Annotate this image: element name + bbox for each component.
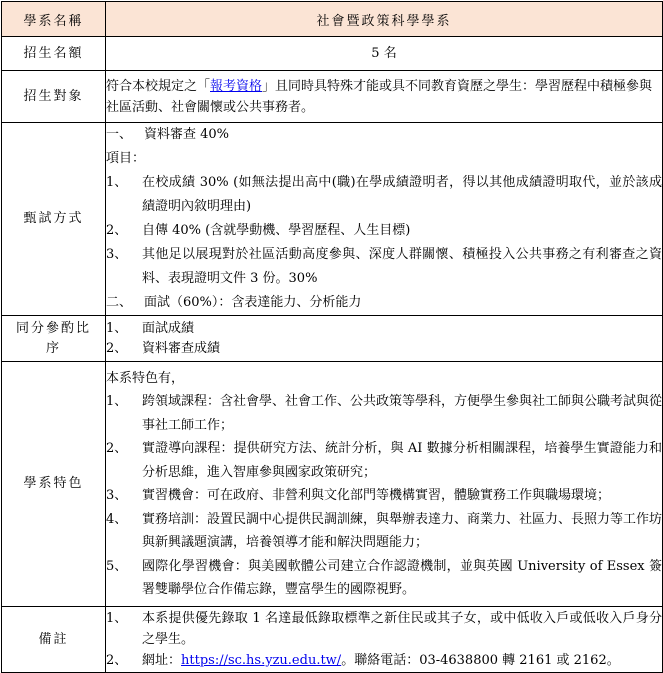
item-number: 3、	[106, 247, 128, 262]
item-number: 2、	[106, 223, 128, 238]
website-prefix: 網址：	[142, 653, 182, 668]
section-text: 面試（60%）：含表達能力、分析能力	[144, 295, 362, 310]
features-label: 學系特色	[2, 362, 106, 607]
list-item	[106, 555, 662, 602]
item-number: 1、	[106, 611, 128, 626]
item-number: 3、	[106, 488, 128, 503]
remarks-label: 備註	[2, 607, 106, 673]
quota-label: 招生名額	[2, 37, 106, 71]
item-number: 4、	[106, 511, 128, 527]
item-number: 1、	[106, 394, 128, 409]
quota-value: 5 名	[106, 37, 663, 71]
row-remarks	[2, 607, 663, 673]
item-number: 1、	[106, 175, 128, 190]
admission-table	[1, 1, 663, 673]
website-link[interactable]: https://sc.hs.yzu.edu.tw/	[181, 653, 342, 668]
section-text: 資料審查 40%	[144, 127, 230, 142]
target-label: 招生對象	[2, 71, 106, 123]
row-features	[2, 362, 663, 607]
item-text: 國際化學習機會：與美國軟體公司建立合作認證機制，並與英國 University of Essex 簽署雙聯學位合作備忘錄，豐富學生的國際視野。	[142, 558, 662, 597]
list-item	[106, 437, 662, 484]
item-text: 自傳 40% (含就學動機、學習歷程、人生目標)	[142, 223, 411, 238]
screening-content	[106, 123, 663, 316]
item-text: 本系提供優先錄取 1 名達最低錄取標準之新住民或其子女，或中低收入戶或低收入戶身分之學生。	[142, 611, 662, 647]
tiebreak-label-line1: 同分參酌比	[15, 320, 91, 336]
row-quota	[2, 37, 663, 71]
row-department	[2, 2, 663, 37]
list-item	[106, 650, 662, 671]
screening-label: 甄試方式	[2, 123, 106, 316]
department-name-value: 社會暨政策科學學系	[106, 2, 663, 37]
item-text: 面試成績	[142, 320, 195, 336]
item-text	[142, 650, 662, 671]
list-item	[106, 608, 662, 650]
item-number: 2、	[106, 653, 128, 668]
row-screening	[2, 123, 663, 316]
remarks-content	[106, 607, 663, 673]
target-text-after: 」且同時具特殊才能或具不同教育資歷之學生：學習歷程中積極參與社區活動、社會關懷或公共事務者。	[106, 78, 653, 115]
item-number: 2、	[106, 340, 128, 356]
tiebreak-label	[2, 316, 106, 362]
list-item	[106, 484, 662, 508]
qualification-link[interactable]: 報考資格	[210, 78, 263, 94]
item-text: 跨領域課程：含社會學、社會工作、公共政策等學科，方便學生參與社工師與公職考試與從事社工師工作；	[142, 394, 663, 433]
screening-section-1	[106, 123, 662, 147]
list-item	[106, 319, 662, 339]
item-number: 1、	[106, 320, 128, 336]
items-heading: 項目：	[106, 151, 146, 166]
item-text: 其他足以展現對於社區活動高度參與、深度人群關懷、積極投入公共事務之有利審查之資料、表現證明文件 3 份。30%	[142, 247, 662, 286]
row-target	[2, 71, 663, 123]
row-tiebreak	[2, 316, 663, 362]
list-item	[106, 339, 662, 359]
features-content	[106, 362, 663, 607]
target-text	[106, 71, 663, 123]
list-item	[106, 390, 662, 437]
item-text: 在校成績 30% (如無法提出高中(職)在學成績證明者，得以其他成績證明取代，並於該成績證明內敘明理由)	[142, 175, 662, 214]
list-item	[106, 508, 662, 555]
tiebreak-content	[106, 316, 663, 362]
department-name-label: 學系名稱	[2, 2, 106, 37]
list-item	[106, 243, 662, 291]
contact-phone: 。聯絡電話：03-4638800 轉 2161 或 2162。	[341, 653, 620, 668]
item-text: 資料審查成績	[142, 340, 221, 356]
features-intro: 本系特色有，	[106, 370, 185, 386]
item-text: 實務培訓：設置民調中心提供民調訓練，與舉辦表達力、商業力、社區力、長照力等工作坊與新興議題演講，培養領導才能和解決問題能力；	[142, 511, 663, 550]
section-number: 二、	[106, 295, 133, 310]
item-text: 實證導向課程：提供研究方法、統計分析，與 AI 數據分析相關課程，培養學生實證能力和分析思維，進入智庫參與國家政策研究；	[142, 441, 662, 480]
list-item	[106, 219, 662, 243]
tiebreak-label-line2: 序	[45, 340, 61, 356]
section-number: 一、	[106, 127, 133, 142]
item-number: 2、	[106, 441, 128, 456]
item-text: 實習機會：可在政府、非營利與文化部門等機構實習，體驗實務工作與職場環境；	[142, 488, 611, 503]
item-number: 5、	[106, 558, 128, 574]
target-text-before: 符合本校規定之「	[106, 78, 211, 94]
screening-section-2	[106, 291, 662, 315]
list-item	[106, 171, 662, 219]
